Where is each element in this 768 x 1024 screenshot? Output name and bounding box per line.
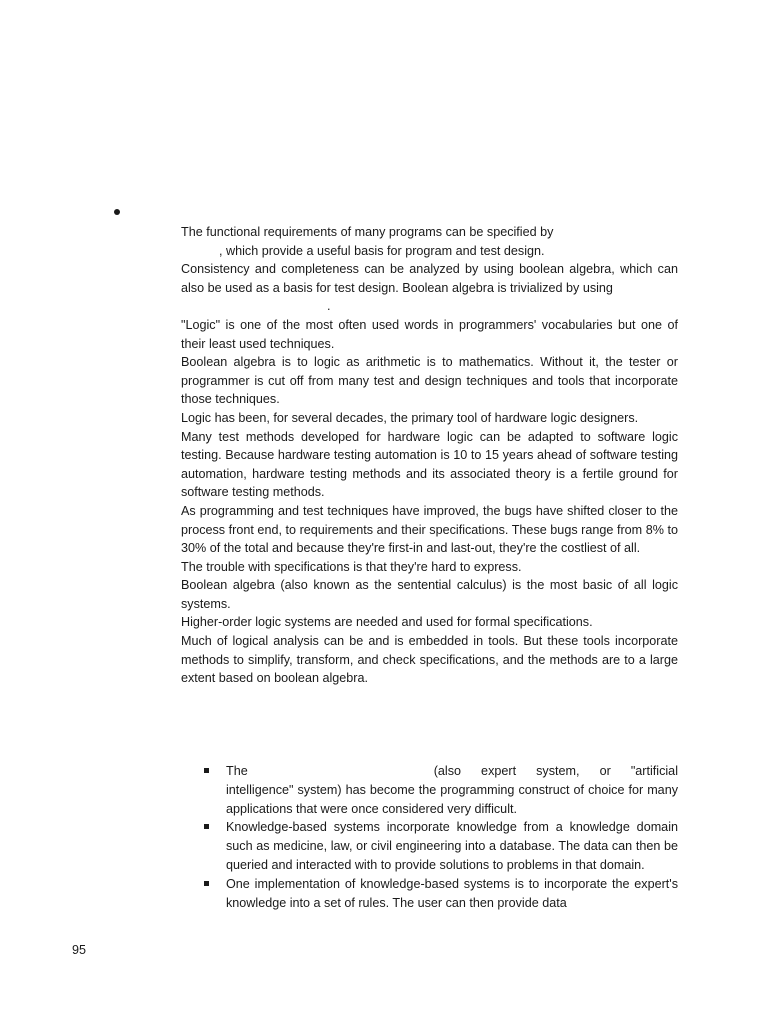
paragraph-sentential-calculus: Boolean algebra (also known as the sentential calculus) is the most basic of all logic systems. xyxy=(181,578,678,611)
text-run: The xyxy=(226,764,248,778)
paragraph-functional-requirements xyxy=(181,223,678,260)
paragraph-test-methods: Many test methods developed for hardware logic can be adapted to software logic testing. Because hardware testing automation is 10 to 15 years ahead of software testing automation, hardware testing methods and its associated theory is a fertile ground for software testing methods. xyxy=(181,429,678,500)
square-bullet-icon xyxy=(204,768,209,773)
knowledge-based-systems-list xyxy=(204,762,678,912)
text-line: , which provide a useful basis for program and test design. xyxy=(219,243,545,258)
text-run: Knowledge-based systems incorporate knowledge from a knowledge domain such as medicine, law, or civil engineering into a database. The data can then be queried and interacted with to provide solutions to problems in that domain. xyxy=(226,820,678,872)
paragraph-hardware-logic: Logic has been, for several decades, the primary tool of hardware logic designers. xyxy=(181,410,639,425)
paragraph-specifications-trouble: The trouble with specifications is that they're hard to express. xyxy=(181,559,522,574)
paragraph-higher-order-logic: Higher-order logic systems are needed and used for formal specifications. xyxy=(181,615,593,630)
paragraph-consistency xyxy=(181,260,678,316)
list-item xyxy=(204,875,678,913)
bullet-dot xyxy=(114,209,120,215)
intro-section xyxy=(181,223,678,688)
text-line: The functional requirements of many programs can be specified by xyxy=(181,225,554,239)
text-run: One implementation of knowledge-based systems is to incorporate the expert's knowledge into a set of rules. The user can then provide data xyxy=(226,876,678,910)
text-line: . xyxy=(327,299,331,314)
square-bullet-icon xyxy=(204,881,209,886)
page-number: 95 xyxy=(72,943,87,957)
paragraph-programming-bugs: As programming and test techniques have improved, the bugs have shifted closer to the process front end, to requirements and their specifications. These bugs range from 8% to 30% of the total and because they're first-in and last-out, they're the costliest of all. xyxy=(181,503,678,556)
text-run: Consistency and completeness can be analyzed by using boolean algebra, which can also be used as a basis for test design. Boolean algebra is trivialized by using xyxy=(181,262,678,295)
list-item xyxy=(204,818,678,874)
text-run: (also expert system, or "artificial intelligence" system) has become the programming construct of choice for many applications that were once considered very difficult. xyxy=(226,764,678,816)
square-bullet-icon xyxy=(204,824,209,829)
paragraph-logic-word: "Logic" is one of the most often used words in programmers' vocabularies but one of their least used techniques. xyxy=(181,317,678,351)
paragraph-logical-analysis: Much of logical analysis can be and is embedded in tools. But these tools incorporate methods to simplify, transform, and check specifications, and the methods are to a large extent based on boolean algebra. xyxy=(181,634,678,686)
paragraph-boolean-algebra: Boolean algebra is to logic as arithmetic is to mathematics. Without it, the tester or programmer is cut off from many test and design techniques and tools that incorporate those techniques. xyxy=(181,355,678,407)
list-item xyxy=(204,762,678,818)
